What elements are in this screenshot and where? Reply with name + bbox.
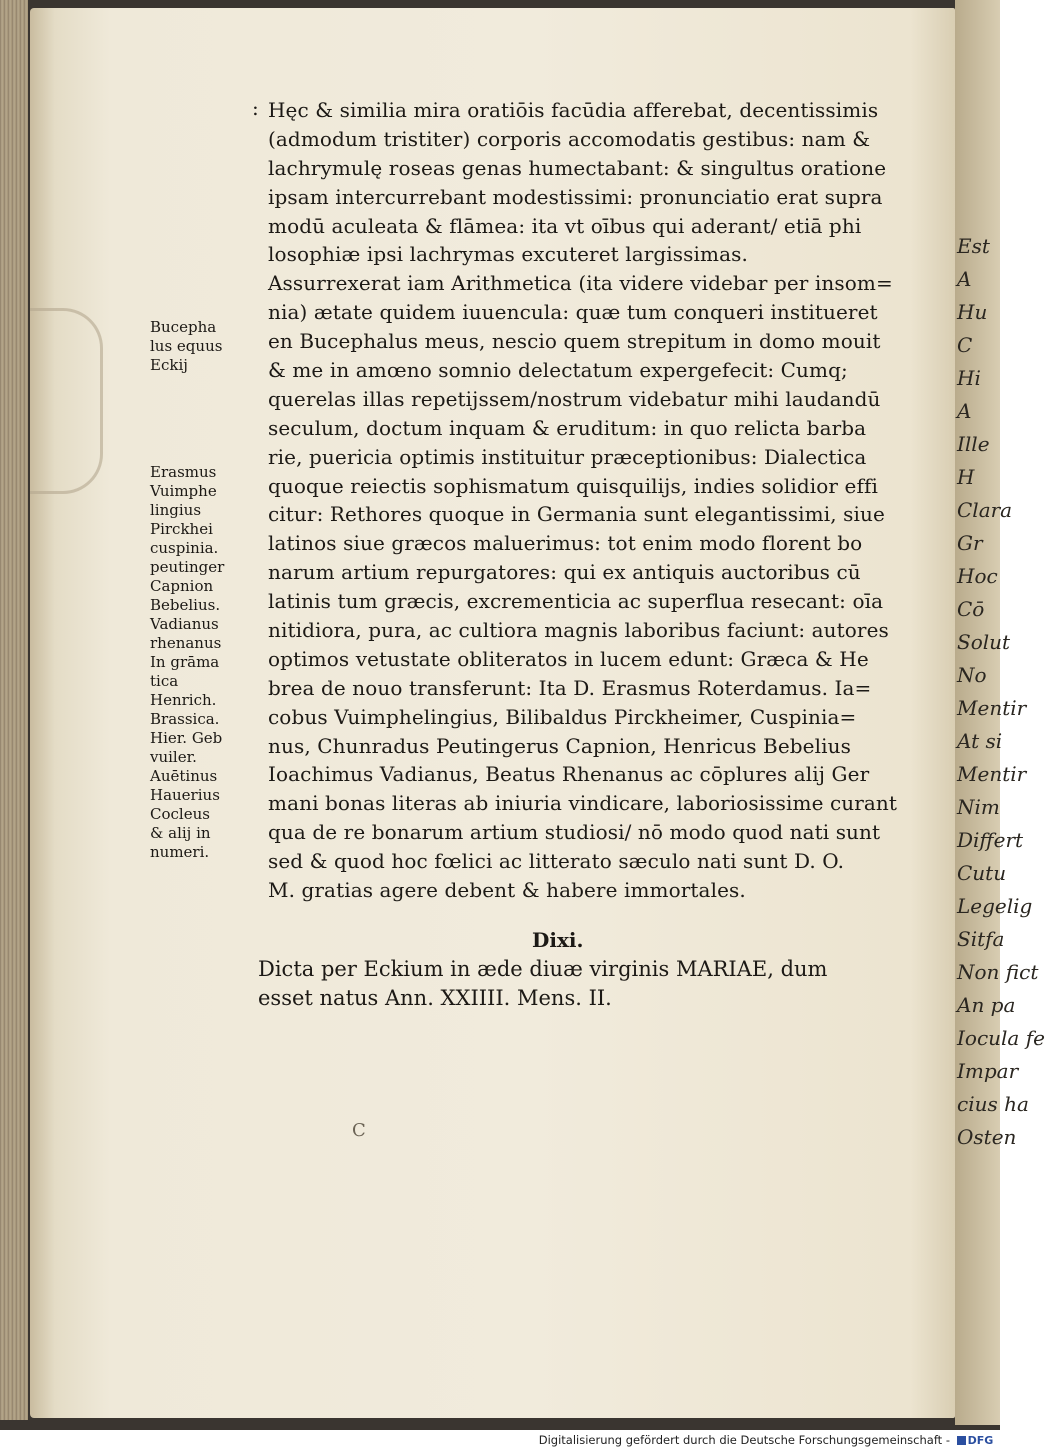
facing-page-fragment: Osten <box>957 1125 1017 1149</box>
margin-note: Vuimphe <box>150 482 217 500</box>
text-line: latinis tum græcis, excrementicia ac superflua resecant: oīa <box>268 589 884 614</box>
facing-page-fragment: Hi <box>957 366 981 390</box>
margin-note: lus equus <box>150 337 223 355</box>
text-line: Assurrexerat iam Arithmetica (ita videre videbar per insom= <box>268 271 893 296</box>
margin-note: peutinger <box>150 558 225 576</box>
text-line: ipsam intercurrebant modestissimi: pronunciatio erat supra <box>268 184 883 209</box>
text-line: (admodum tristiter) corporis accomodatis gestibus: nam & <box>268 126 871 151</box>
facing-page-fragment: Mentir <box>957 696 1027 720</box>
margin-note: Cocleus <box>150 805 210 823</box>
margin-note: & alij in <box>150 824 211 842</box>
text-line: seculum, doctum inquam & eruditum: in quo relicta barba <box>268 415 867 440</box>
text-line: losophiæ ipsi lachrymas excuteret largissimas. <box>268 242 748 267</box>
text-line: modū aculeata & flāmea: ita vt oībus qui aderant/ etiā phi <box>268 213 862 238</box>
text-line: qua de re bonarum artium studiosi/ nō modo quod nati sunt <box>268 820 881 845</box>
facing-page-fragment: Iocula fe <box>957 1026 1045 1050</box>
main-text-block <box>268 96 938 905</box>
colophon-line: Dicta per Eckium in æde diuæ virginis MARIAE, dum <box>258 957 828 981</box>
colophon-line: esset natus Ann. XXIIII. Mens. II. <box>258 986 612 1010</box>
dixi-heading: Dixi. <box>532 928 584 952</box>
text-line: mani bonas literas ab iniuria vindicare, laboriosissime curant <box>268 791 898 816</box>
text-line: nitidiora, pura, ac cultiora magnis laboribus faciunt: autores <box>268 618 889 643</box>
margin-note: numeri. <box>150 843 210 861</box>
margin-note: Eckij <box>150 356 188 374</box>
text-line: Ioachimus Vadianus, Beatus Rhenanus ac cōplures alij Ger <box>268 762 870 787</box>
facing-page-fragment: Cō <box>957 597 985 621</box>
margin-note: Capnion <box>150 577 214 595</box>
margin-note: Erasmus <box>150 463 217 481</box>
facing-page-fragment: Nim <box>957 795 1000 819</box>
facing-page-fragment: An pa <box>957 993 1016 1017</box>
dfg-logo-label: DFG <box>967 1434 994 1447</box>
facing-page-text <box>957 230 1045 1154</box>
text-line: cobus Vuimphelingius, Bilibaldus Pirckheimer, Cuspinia= <box>268 704 857 729</box>
margin-note: rhenanus <box>150 634 222 652</box>
page-signature-mark: C <box>352 1120 366 1141</box>
text-line: nia) ætate quidem iuuencula: quæ tum conqueri institueret <box>268 300 878 325</box>
facing-page-fragment: A <box>957 267 972 291</box>
facing-page-fragment: Mentir <box>957 762 1027 786</box>
facing-page-fragment: A <box>957 399 972 423</box>
facing-page-fragment: H <box>957 465 975 489</box>
facing-page-fragment: Gr <box>957 531 983 555</box>
facing-page-fragment: Clara <box>957 498 1013 522</box>
facing-page-fragment: At si <box>957 729 1003 753</box>
text-line: M. gratias agere debent & habere immortales. <box>268 878 746 903</box>
margin-note: vuiler. <box>150 748 197 766</box>
facing-page-fragment: Solut <box>957 630 1011 654</box>
margin-note: Pirckhei <box>150 520 213 538</box>
facing-page-fragment: Legelig <box>957 894 1033 918</box>
text-line: & me in amœno somnio delectatum expergefecit: Cumq; <box>268 358 848 383</box>
margin-notes <box>150 318 265 862</box>
margin-note: Hier. Geb <box>150 729 223 747</box>
margin-note: Vadianus <box>150 615 219 633</box>
facing-page-fragment: C <box>957 333 973 357</box>
facing-page-fragment: Hu <box>957 300 988 324</box>
facing-page-fragment: Sitfa <box>957 927 1005 951</box>
text-line: quoque reiectis sophismatum quisquilijs, indies solidior effi <box>268 473 878 498</box>
facing-page <box>955 0 1045 1425</box>
margin-note: Henrich. <box>150 691 217 709</box>
text-line: lachrymulę roseas genas humectabant: & singultus oratione <box>268 155 887 180</box>
text-line: rie, puericia optimis instituitur præceptionibus: Dialectica <box>268 444 867 469</box>
facing-page-fragment: Non fict <box>957 960 1039 984</box>
facing-page-fragment: Ille <box>957 432 990 456</box>
margin-note: tica <box>150 672 179 690</box>
page-edges <box>0 0 28 1420</box>
facing-page-fragment: Cutu <box>957 861 1007 885</box>
margin-note: Bucepha <box>150 318 217 336</box>
margin-note: In grāma <box>150 653 220 671</box>
text-line: Hęc & similia mira oratiōis facūdia afferebat, decentissimis <box>268 98 879 122</box>
text-line: brea de nouo transferunt: Ita D. Erasmus Roterdamus. Ia= <box>268 675 872 700</box>
facing-page-fragment: No <box>957 663 987 687</box>
facing-page-fragment: Est <box>957 234 990 258</box>
text-line: en Bucephalus meus, nescio quem strepitum in domo mouit <box>268 329 881 354</box>
dfg-logo-square-icon <box>957 1436 966 1445</box>
text-line: latinos siue græcos maluerimus: tot enim modo florent bo <box>268 531 863 556</box>
margin-note: Auētinus <box>150 767 218 785</box>
text-line: nus, Chunradus Peutingerus Capnion, Henricus Bebelius <box>268 733 851 758</box>
facing-page-fragment: Differt <box>957 828 1024 852</box>
digitization-credit: Digitalisierung gefördert durch die Deutsche Forschungsgemeinschaft - <box>538 1433 950 1447</box>
margin-note: Hauerius <box>150 786 220 804</box>
text-line: citur: Rethores quoque in Germania sunt elegantissimi, siue <box>268 502 885 527</box>
margin-note: cuspinia. <box>150 539 219 557</box>
text-line: narum artium repurgatores: qui ex antiquis auctoribus cū <box>268 560 861 585</box>
dfg-logo <box>956 1433 994 1448</box>
facing-page-fragment: Hoc <box>957 564 998 588</box>
text-line: optimos vetustate obliteratos in lucem edunt: Græca & He <box>268 646 869 671</box>
margin-note: lingius <box>150 501 202 519</box>
margin-note: Brassica. <box>150 710 220 728</box>
facing-page-fragment: Impar <box>957 1059 1019 1083</box>
binding-clip-shadow <box>30 308 103 494</box>
lead-mark: : <box>252 96 259 120</box>
margin-note: Bebelius. <box>150 596 221 614</box>
facing-page-fragment: cius ha <box>957 1092 1029 1116</box>
colophon <box>258 955 938 1013</box>
text-line: sed & quod hoc fœlici ac litterato sæculo nati sunt D. O. <box>268 849 845 874</box>
text-line: querelas illas repetijssem/nostrum videbatur mihi laudandū <box>268 386 881 411</box>
